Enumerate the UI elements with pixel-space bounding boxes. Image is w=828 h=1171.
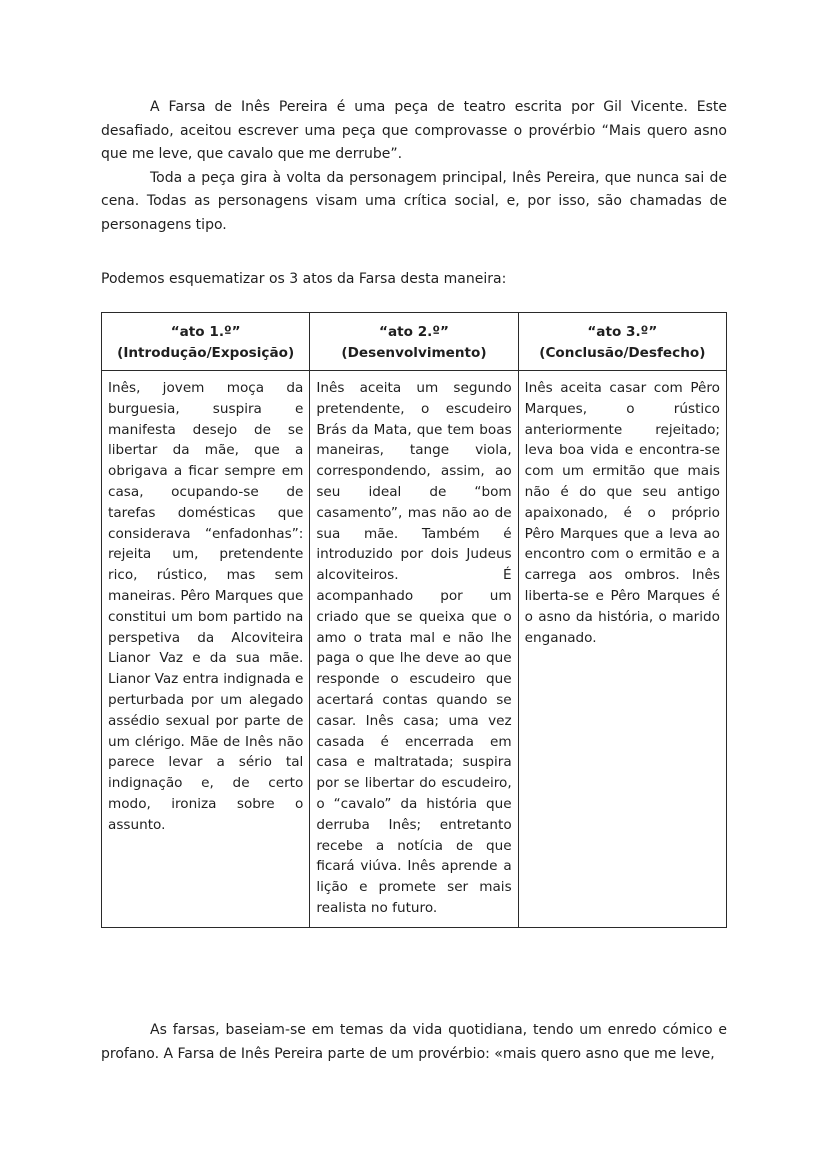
cell-act-1: Inês, jovem moça da burguesia, suspira e manifesta desejo de se libertar da mãe, que a obrigava a ficar sempre em casa, ocupando-se de tarefas domésticas que considerava “enfadonhas”: rejeita um, pretendente rico, rústico, mas sem maneiras. Pêro Marques que constitui um bom partido na perspetiva da Alcoviteira Lianor Vaz e da sua mãe. Lianor Vaz entra indignada e perturbada por um alegado assédio sexual por parte de um clérigo. Mãe de Inês não parece levar a sério tal indignação e, de certo modo, ironiza sobre o assunto.: [102, 371, 310, 928]
header-act-1-subtitle: (Introdução/Exposição): [117, 344, 295, 361]
header-act-3-title: “ato 3.º”: [587, 323, 658, 340]
header-act-2: [310, 313, 518, 371]
closing-section: [101, 1019, 727, 1066]
header-act-1-title: “ato 1.º”: [170, 323, 241, 340]
acts-table: [101, 312, 727, 928]
cell-act-3: Inês aceita casar com Pêro Marques, o rústico anteriormente rejeitado; leva boa vida e encontra-se com um ermitão que mais não é do que seu antigo apaixonado, é o próprio Pêro Marques que a leva ao encontro com o ermitão e a carrega aos ombros. Inês liberta-se e Pêro Marques é o asno da história, o marido enganado.: [518, 371, 726, 928]
intro-section: [101, 96, 727, 237]
closing-paragraph: As farsas, baseiam-se em temas da vida quotidiana, tendo um enredo cómico e profano. A Farsa de Inês Pereira parte de um provérbio: «mais quero asno que me leve,: [101, 1022, 727, 1062]
intro-paragraph-1: A Farsa de Inês Pereira é uma peça de teatro escrita por Gil Vicente. Este desafiado, aceitou escrever uma peça que comprovasse o provérbio “Mais quero asno que me leve, que cavalo que me derrube”.: [101, 99, 727, 162]
table-row: [102, 371, 727, 928]
intro-paragraph-2: Toda a peça gira à volta da personagem principal, Inês Pereira, que nunca sai de cena. Todas as personagens visam uma crítica social, e, por isso, são chamadas de personagens tipo.: [101, 169, 727, 233]
table-header-row: [102, 313, 727, 371]
header-act-3-subtitle: (Conclusão/Desfecho): [539, 344, 706, 361]
header-act-2-subtitle: (Desenvolvimento): [341, 344, 487, 361]
header-act-1: [102, 313, 310, 371]
cell-act-2: Inês aceita um segundo pretendente, o escudeiro Brás da Mata, que tem boas maneiras, tange viola, correspondendo, assim, ao seu ideal de “bom casamento”, mas não ao de sua mãe. Também é introduzido por dois Judeus alcoviteiros. É acompanhado por um criado que se queixa que o amo o trata mal e não lhe paga o que lhe deve ao que responde o escudeiro que acertará contas quando se casar. Inês casa; uma vez casada é encerrada em casa e maltratada; suspira por se libertar do escudeiro, o “cavalo” da história que derruba Inês; entretanto recebe a notícia de que ficará viúva. Inês aprende a lição e promete ser mais realista no futuro.: [310, 371, 518, 928]
header-act-3: [518, 313, 726, 371]
header-act-2-title: “ato 2.º”: [379, 323, 449, 340]
table-lead-text: Podemos esquematizar os 3 atos da Farsa desta maneira:: [101, 271, 507, 287]
